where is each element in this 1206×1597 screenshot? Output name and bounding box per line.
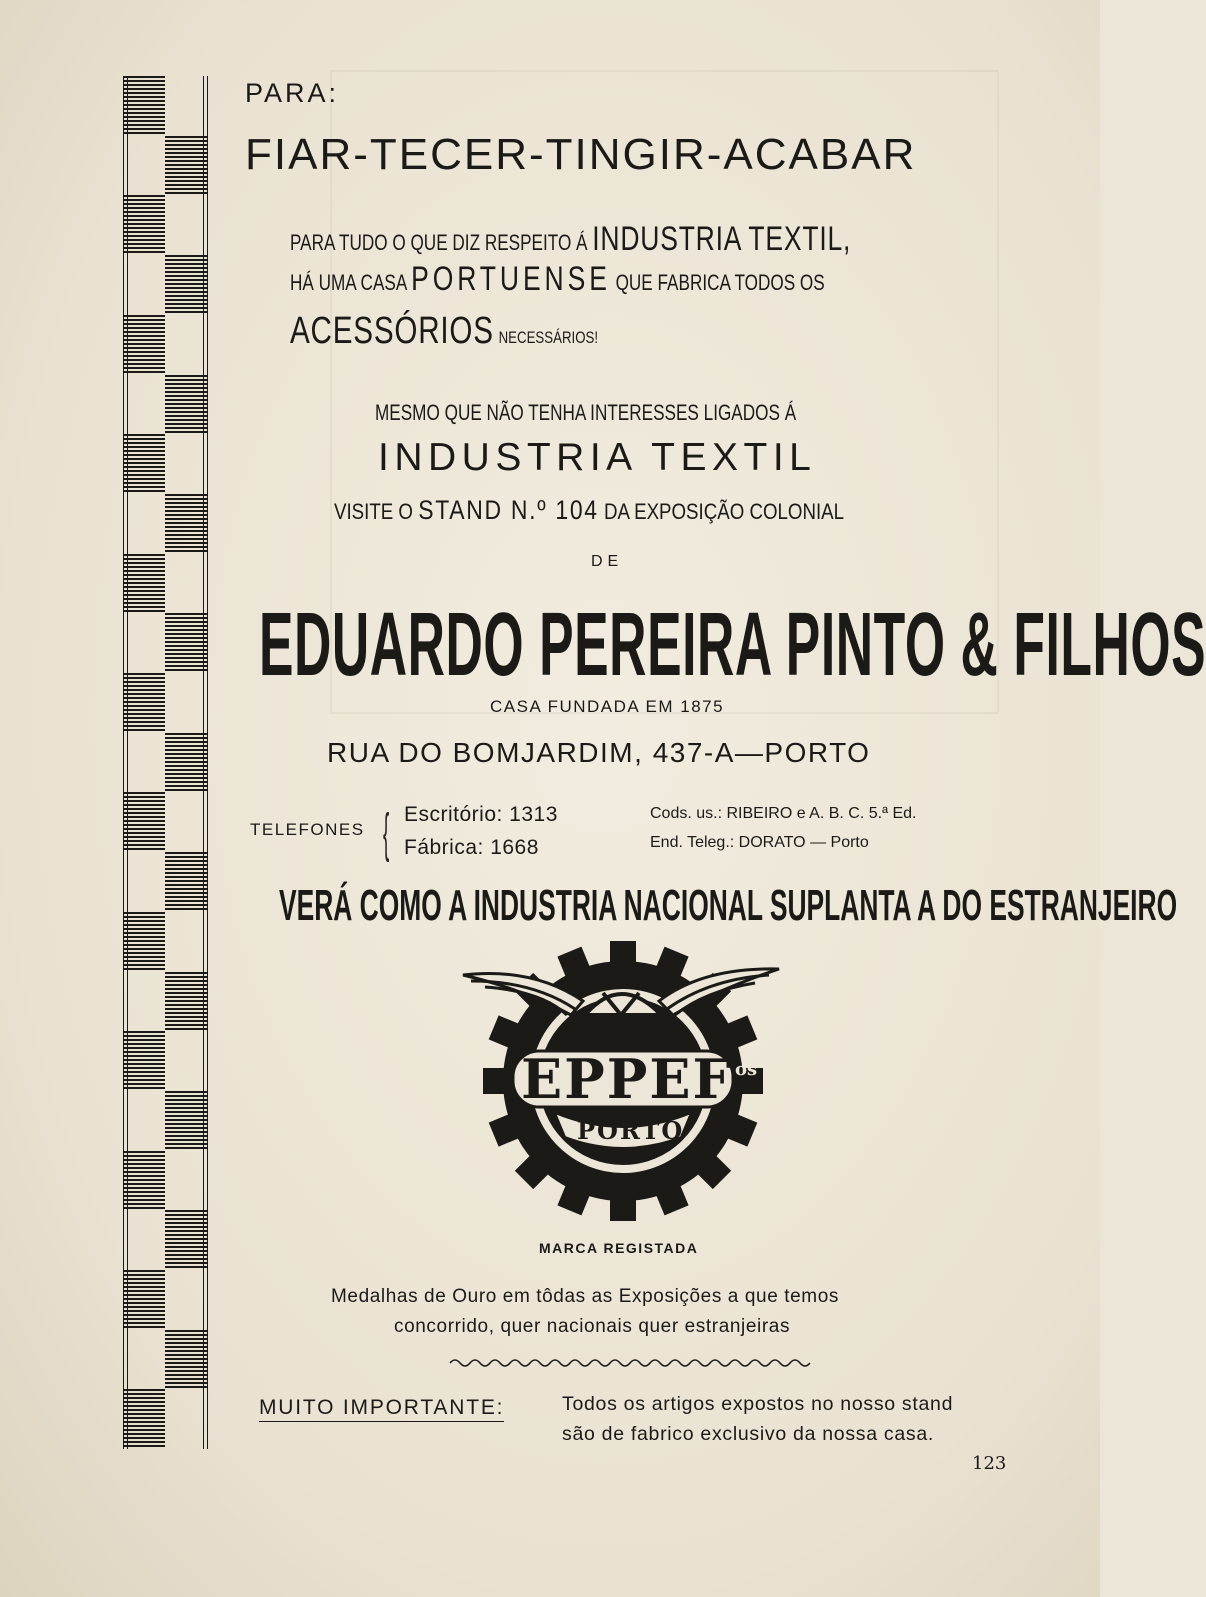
intro-line-1-big: INDUSTRIA TEXTIL, <box>592 220 852 258</box>
border-strip-cell <box>165 792 207 852</box>
border-strip-row <box>123 972 207 1032</box>
border-strip-cell <box>123 76 165 136</box>
logo-letters: EPPEF <box>521 1047 733 1111</box>
headline-fiar-tecer: FIAR-TECER-TINGIR-ACABAR <box>245 130 917 179</box>
border-strip-cell <box>165 1031 207 1091</box>
logo-city: PORTO <box>577 1116 685 1145</box>
border-strip-row <box>123 673 207 733</box>
eppef-logo <box>463 953 793 1223</box>
border-strip-cell <box>123 1330 165 1390</box>
border-strip-cell <box>165 375 207 435</box>
telefones-label: TELEFONES <box>250 820 365 839</box>
border-strip-row <box>123 76 207 136</box>
para-label: PARA: <box>245 78 340 108</box>
intro-line-3-small: NECESSÁRIOS! <box>498 328 599 347</box>
border-strip-cell <box>123 255 165 315</box>
border-strip-row <box>123 1389 207 1449</box>
border-strip-cell <box>165 613 207 673</box>
border-rule-left <box>123 76 128 1449</box>
border-rule-right <box>203 76 208 1449</box>
border-strip-cell <box>123 1210 165 1270</box>
medals-line-2: concorrido, quer nacionais quer estranjeiras <box>394 1316 791 1337</box>
notice-line-2: são de fabrico exclusivo da nossa casa. <box>562 1423 934 1445</box>
wavy-divider <box>450 1356 810 1370</box>
phone-fabrica: Fábrica: 1668 <box>404 836 539 859</box>
intro-line-2-small-a: HÁ UMA CASA <box>290 270 407 295</box>
border-strip-cell <box>165 434 207 494</box>
border-strip-cell <box>123 1031 165 1091</box>
border-strip-row <box>123 1031 207 1091</box>
border-strip-cell <box>123 613 165 673</box>
visite-suffix: DA EXPOSIÇÃO COLONIAL <box>603 499 845 524</box>
border-strip-row <box>123 136 207 196</box>
visite-prefix: VISITE O <box>334 499 413 524</box>
intro-line-3-big: ACESSÓRIOS <box>290 310 494 352</box>
border-strip-row <box>123 195 207 255</box>
border-strip-row <box>123 912 207 972</box>
border-strip-cell <box>123 852 165 912</box>
mesmo-line: MESMO QUE NÃO TENHA INTERESSES LIGADOS Á <box>375 400 797 425</box>
border-strip-cell <box>165 912 207 972</box>
border-strip-cell <box>165 195 207 255</box>
border-strip-cell <box>123 375 165 435</box>
border-strip-row <box>123 255 207 315</box>
border-strip-row <box>123 375 207 435</box>
notice-line-1: Todos os artigos expostos no nosso stand <box>562 1393 954 1415</box>
border-strip-row <box>123 1091 207 1151</box>
border-strip-row <box>123 315 207 375</box>
intro-line-3 <box>290 310 598 353</box>
border-strip-cell <box>123 1389 165 1449</box>
muito-importante-label: MUITO IMPORTANTE: <box>259 1396 504 1422</box>
border-strip-row <box>123 1330 207 1390</box>
border-strip-cell <box>165 1270 207 1330</box>
visite-line <box>334 495 844 526</box>
company-name: EDUARDO PEREIRA PINTO & FILHOS <box>259 595 1206 695</box>
border-strip-cell <box>165 733 207 793</box>
border-strip-row <box>123 613 207 673</box>
border-strip-cell <box>165 1151 207 1211</box>
decorative-border-strip <box>123 76 207 1449</box>
border-strip-cell <box>165 1091 207 1151</box>
intro-line-2-small-b: QUE FABRICA TODOS OS <box>615 270 825 295</box>
border-strip-cell <box>123 792 165 852</box>
logo-superscript: os <box>735 1059 758 1080</box>
border-strip-row <box>123 1270 207 1330</box>
border-strip-row <box>123 554 207 614</box>
intro-line-1-small: PARA TUDO O QUE DIZ RESPEITO Á <box>290 230 588 255</box>
border-strip-cell <box>123 733 165 793</box>
border-strip-cell <box>123 972 165 1032</box>
border-strip-row <box>123 434 207 494</box>
border-strip-cell <box>123 1091 165 1151</box>
intro-line-2-big: PORTUENSE <box>411 260 611 298</box>
border-strip-row <box>123 852 207 912</box>
border-strip-cell <box>165 1210 207 1270</box>
codes-line: Cods. us.: RIBEIRO e A. B. C. 5.ª Ed. <box>650 805 917 822</box>
stand-number: STAND N.º 104 <box>418 495 599 525</box>
phone-escritorio: Escritório: 1313 <box>404 803 558 826</box>
intro-line-2 <box>290 260 825 299</box>
border-strip-cell <box>165 1330 207 1390</box>
border-strip-cell <box>165 255 207 315</box>
border-strip-row <box>123 792 207 852</box>
border-strip-cell <box>123 1151 165 1211</box>
industria-textil-heading: INDUSTRIA TEXTIL <box>378 436 817 479</box>
founded-line: CASA FUNDADA EM 1875 <box>490 697 725 716</box>
border-strip-row <box>123 1210 207 1270</box>
medals-line-1: Medalhas de Ouro em tôdas as Exposições a que temos <box>331 1286 839 1307</box>
border-strip-cell <box>123 315 165 375</box>
border-strip-cell <box>165 76 207 136</box>
border-strip-cell <box>165 673 207 733</box>
address-line: RUA DO BOMJARDIM, 437-A—PORTO <box>327 737 871 768</box>
border-strip-row <box>123 494 207 554</box>
brace-glyph: { <box>383 803 390 863</box>
intro-line-1 <box>290 220 851 259</box>
border-strip-cell <box>123 494 165 554</box>
de-word: DE <box>591 553 624 570</box>
border-strip-cell <box>165 1389 207 1449</box>
slogan-line: VERÁ COMO A INDUSTRIA NACIONAL SUPLANTA A DO ESTRANJEIRO <box>279 881 1178 930</box>
border-strip-cell <box>123 195 165 255</box>
border-strip-cell <box>165 136 207 196</box>
border-strip-cell <box>165 494 207 554</box>
border-strip-cell <box>123 673 165 733</box>
border-strip-cell <box>165 972 207 1032</box>
border-strip-cell <box>123 1270 165 1330</box>
border-strip-cell <box>165 852 207 912</box>
telegraph-line: End. Teleg.: DORATO — Porto <box>650 834 869 851</box>
border-strip-cell <box>123 136 165 196</box>
border-strip-cell <box>123 912 165 972</box>
page-number: 123 <box>972 1453 1007 1474</box>
border-strip-cell <box>165 315 207 375</box>
border-strip-row <box>123 1151 207 1211</box>
border-strip-row <box>123 733 207 793</box>
border-strip-cell <box>123 554 165 614</box>
border-strip-cell <box>165 554 207 614</box>
border-strip-cell <box>123 434 165 494</box>
marca-registada: MARCA REGISTADA <box>539 1240 699 1256</box>
